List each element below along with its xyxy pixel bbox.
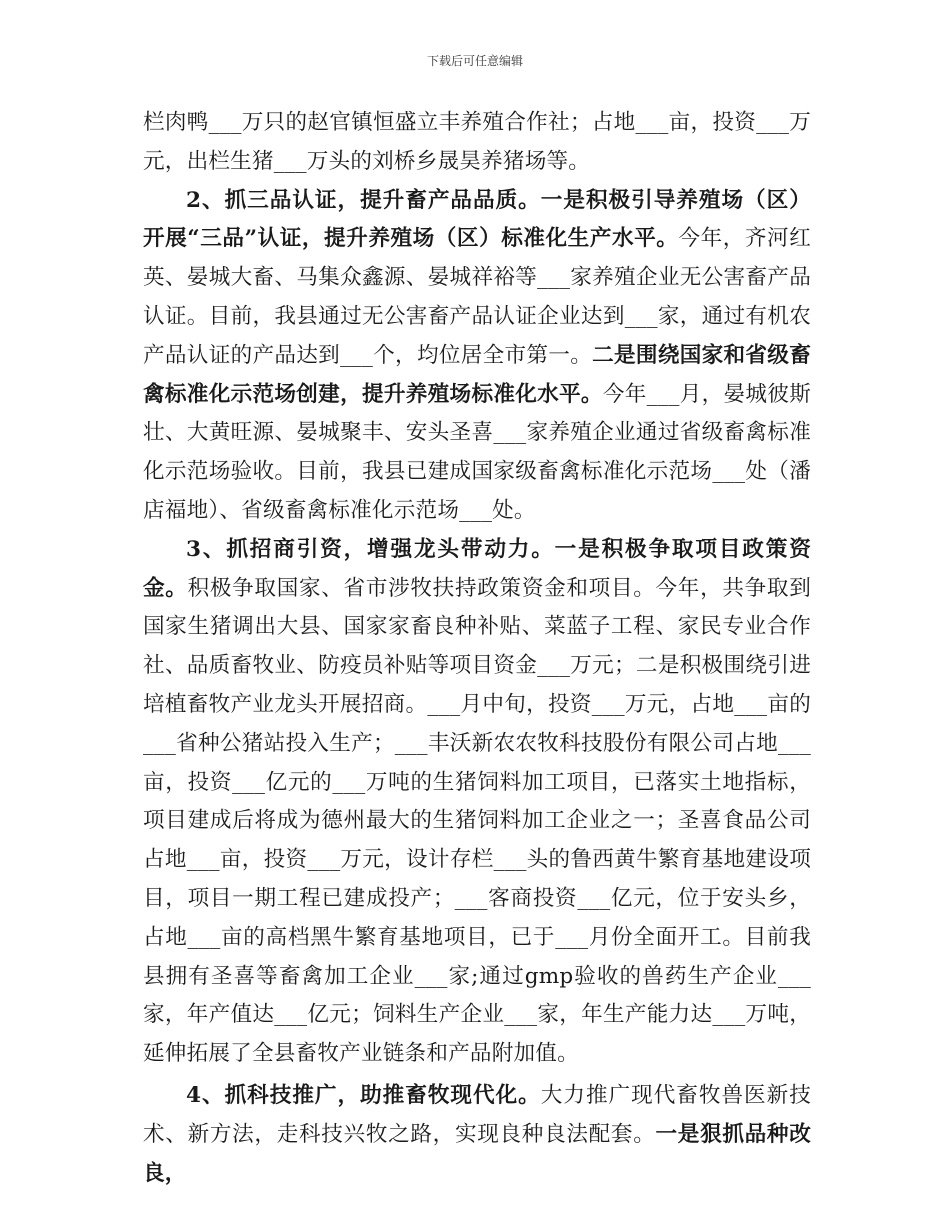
paragraph: [143, 182, 811, 531]
bold-text-run: 2、抓三品认证，提升畜产品品质。一是积极引导养殖场（区）开展“三品”认证，提升养殖场（区）标准化生产水平。: [143, 187, 811, 252]
document-body: [143, 104, 811, 1193]
bold-text-run: 一是狠抓品种改良，: [143, 1121, 811, 1186]
paragraph: [143, 1077, 811, 1193]
text-run: 今年，齐河红英、晏城大畜、马集众鑫源、晏城祥裕等___家养殖企业无公害畜产品认证。目前，我县通过无公害畜产品认证企业达到___家，通过有机农产品认证的产品达到___个，均位居全市第一。: [143, 226, 812, 368]
text-run: 今年___月，晏城彼斯壮、大黄旺源、晏城聚丰、安头圣喜___家养殖企业通过省级畜禽标准化示范场验收。目前，我县已建成国家级畜禽标准化示范场___处（潘店福地）、省级畜禽标准化示范场___处。: [143, 381, 812, 523]
paragraph: [143, 104, 811, 182]
text-run: 积极争取国家、省市涉牧扶持政策资金和项目。今年，共争取到国家生猪调出大县、国家家畜良种补贴、菜蓝子工程、家民专业合作社、品质畜牧业、防疫员补贴等项目资金___万元；二是积极围绕引进培植畜牧产业龙头开展招商。___月中旬，投资___万元，占地___亩的___省种公猪站投入生产；___丰沃新农农牧科技股份有限公司占地___亩，投资___亿元的___万吨的生猪饲料加工项目，已落实土地指标，项目建成后将成为德州最大的生猪饲料加工企业之一；圣喜食品公司占地___亩，投资___万元，设计存栏___头的鲁西黄牛繁育基地建设项目，项目一期工程已建成投产；___客商投资___亿元，位于安头乡，占地___亩的高档黑牛繁育基地项目，已于___月份全面开工。目前我县拥有圣喜等畜禽加工企业___家;通过gmp验收的兽药生产企业___家，年产值达___亿元；饲料生产企业___家，年生产能力达___万吨，延伸拓展了全县畜牧产业链条和产品附加值。: [143, 575, 811, 1067]
paragraph: [143, 531, 811, 1074]
bold-text-run: 二是围绕国家和省级畜禽标准化示范场创建，提升养殖场标准化水平。: [143, 342, 811, 407]
bold-text-run: 4、抓科技推广，助推畜牧现代化。: [186, 1082, 541, 1108]
text-run: 栏肉鸭___万只的赵官镇恒盛立丰养殖合作社；占地___亩，投资___万元，出栏生猪___万头的刘桥乡晟昊养猪场等。: [143, 110, 811, 174]
page-header: 下载后可任意编辑: [426, 54, 523, 68]
bold-text-run: 3、抓招商引资，增强龙头带动力。一是积极争取项目政策资金。: [143, 536, 811, 601]
text-run: 大力推广现代畜牧兽医新技术、新方法，走科技兴牧之路，实现良种良法配套。: [143, 1082, 811, 1147]
